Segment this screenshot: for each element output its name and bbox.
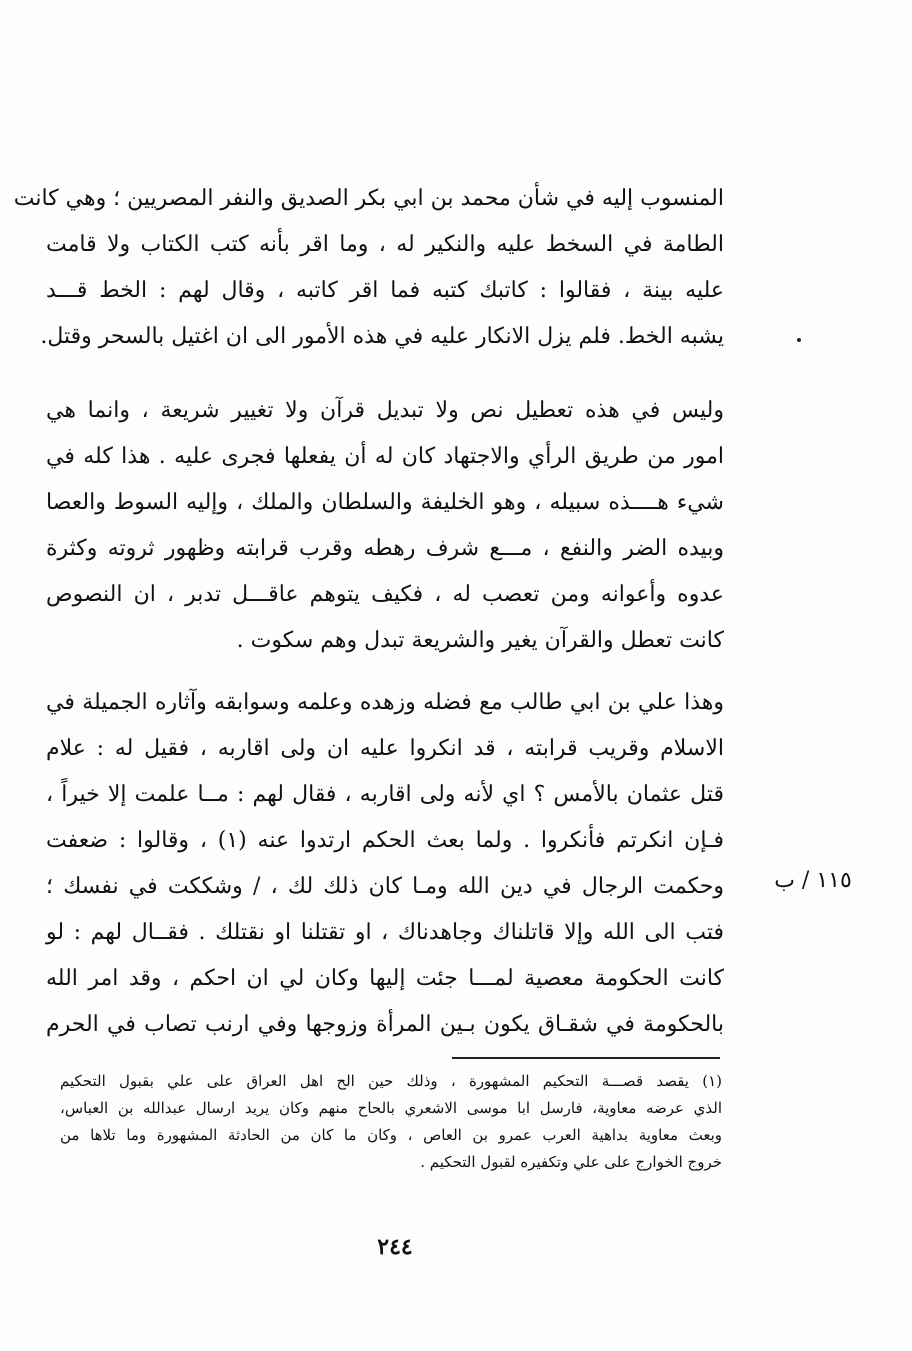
text-line: وليس في هذه تعطيل نص ولا تبديل قرآن ولا تغيير شريعة ، وانما هي [46,398,724,423]
text-line: الطامة في السخط عليه والنكير له ، وما اقر بأنه كتب الكتاب ولا قامت [46,232,724,257]
text-line: قتل عثمان بالأمس ؟ اي لأنه ولى اقاربه ، فقال لهم : مــا علمت إلا خيراً ، [46,782,724,807]
text-line: الاسلام وقريب قرابته ، قد انكروا عليه ان ولى اقاربه ، فقيل له : علام [46,736,724,761]
text-line: عدوه وأعوانه ومن تعصب له ، فكيف يتوهم عاقـــل تدبر ، ان النصوص [46,582,724,607]
page-number: ٢٤٤ [377,1234,413,1260]
text-line: كانت تعطل والقرآن يغير والشريعة تبدل وهم سكوت . [236,628,724,653]
paragraph-1 [13,176,724,360]
footnote-divider [452,1057,720,1059]
text-line: كانت الحكومة معصية لمـــا جئت إليها وكان لي ان احكم ، وقد امر الله [46,966,724,991]
paragraph-3 [46,680,724,1048]
text-line: وهذا علي بن ابي طالب مع فضله وزهده وعلمه وسوابقه وآثاره الجميلة في [46,690,724,715]
text-line: فتب الى الله وإلا قاتلناك وجاهدناك ، او تقتلنا او نقتلك . فقــال لهم : لو [46,920,724,945]
footnote-line: وبعث معاوية بداهية العرب عمرو بن العاص ، وكان ما كان من الحادثة المشهورة وما تلاها من [60,1126,722,1144]
text-line: يشبه الخط. فلم يزل الانكار عليه في هذه الأمور الى ان اغتيل بالسحر وقتل. [40,324,724,349]
text-line: بالحكومة في شقـاق يكون بـين المرأة وزوجها وفي ارنب تصاب في الحرم [46,1012,724,1037]
text-line: شيء هــــذه سبيله ، وهو الخليفة والسلطان والملك ، وإليه السوط والعصا [46,490,724,515]
paragraph-2 [46,388,724,664]
footnote-line: الذي عرضه معاوية، فارسل ابا موسى الاشعري بالحاح منهم وكان يريد ارسال عبدالله بن العباس، [60,1099,722,1117]
text-line: عليه بينة ، فقالوا : كاتبك كتبه فما اقر كاتبه ، وقال لهم : الخط قـــد [46,278,724,303]
text-line: فـإن انكرتم فأنكروا . ولما بعث الحكم ارتدوا عنه (١) ، وقالوا : ضعفت [46,828,724,853]
text-line: وحكمت الرجال في دين الله ومـا كان ذلك لك ، / وشككت في نفسك ؛ [46,874,724,899]
text-line: المنسوب إليه في شأن محمد بن ابي بكر الصديق والنفر المصريين ؛ وهي كانت [13,186,724,211]
footnote-line: (١) يقصد قصـــة التحكيم المشهورة ، وذلك حين الح اهل العراق على علي بقبول التحكيم [60,1072,722,1090]
text-line: امور من طريق الرأي والاجتهاد كان له أن يفعلها فجرى عليه . هذا كله في [46,444,724,469]
footnote-line: خروج الخوارج على علي وتكفيره لقبول التحكيم . [420,1153,722,1171]
stray-mark [797,338,801,342]
text-line: وبيده الضر والنفع ، مـــع شرف رهطه وقرب قرابته وظهور ثروته وكثرة [46,536,724,561]
manuscript-folio-note: ١١٥ / ب [774,868,852,893]
footnotes [60,1068,722,1176]
